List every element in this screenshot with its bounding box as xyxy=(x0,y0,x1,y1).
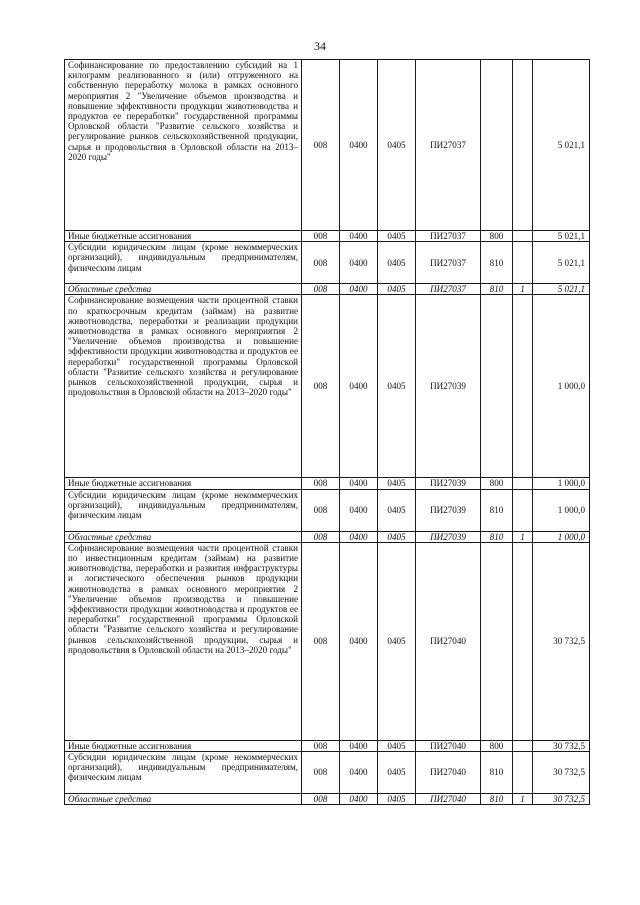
cell-target-article: ПИ27037 xyxy=(416,231,481,242)
row-description: Субсидии юридическим лицам (кроме некоммерческих организаций), индивидуальным предпринимателям, физическим лицам xyxy=(65,489,302,531)
row-description: Софинансирование возмещения части процентной ставки по краткосрочным кредитам (займам) на развитие животноводства, переработки и реализации продукции животноводства в рамках основного мероприятия 2 "Увеличение объемов производства и повышение эффективности продукции животноводства и продуктов ее переработки" государственной программы Орловской области "Развитие сельского хозяйства и регулирование рынков сельскохозяйственной продукции, сырья и продовольствия в Орловской области на 2013–2020 годы" xyxy=(65,295,302,478)
cell-amount: 1 000,0 xyxy=(533,295,590,478)
cell-funding-source xyxy=(513,242,533,284)
cell-section-code: 0400 xyxy=(340,478,378,489)
cell-subsection-code: 0405 xyxy=(378,752,416,794)
cell-amount: 30 732,5 xyxy=(533,740,590,751)
cell-amount: 30 732,5 xyxy=(533,752,590,794)
row-description: Областные средства xyxy=(65,531,302,542)
cell-subsection-code: 0405 xyxy=(378,60,416,231)
cell-target-article: ПИ27040 xyxy=(416,794,481,805)
cell-section-code: 0400 xyxy=(340,231,378,242)
cell-funding-source xyxy=(513,478,533,489)
cell-amount: 5 021,1 xyxy=(533,231,590,242)
table-row-program xyxy=(65,60,590,231)
cell-expense-type: 800 xyxy=(481,478,513,489)
cell-target-article: ПИ27039 xyxy=(416,295,481,478)
table-row-sub xyxy=(65,489,590,531)
cell-expense-type: 810 xyxy=(481,242,513,284)
cell-ved-code: 008 xyxy=(302,478,340,489)
cell-target-article: ПИ27037 xyxy=(416,242,481,284)
row-description: Субсидии юридическим лицам (кроме некоммерческих организаций), индивидуальным предпринимателям, физическим лицам xyxy=(65,752,302,794)
table-row-line xyxy=(65,231,590,242)
table-row-program xyxy=(65,295,590,478)
row-description: Субсидии юридическим лицам (кроме некоммерческих организаций), индивидуальным предпринимателям, физическим лицам xyxy=(65,242,302,284)
row-description: Областные средства xyxy=(65,794,302,805)
cell-expense-type: 810 xyxy=(481,752,513,794)
row-description: Иные бюджетные ассигнования xyxy=(65,231,302,242)
cell-amount: 30 732,5 xyxy=(533,542,590,740)
cell-ved-code: 008 xyxy=(302,794,340,805)
cell-section-code: 0400 xyxy=(340,295,378,478)
cell-section-code: 0400 xyxy=(340,242,378,284)
cell-subsection-code: 0405 xyxy=(378,242,416,284)
cell-subsection-code: 0405 xyxy=(378,542,416,740)
cell-section-code: 0400 xyxy=(340,740,378,751)
cell-expense-type xyxy=(481,60,513,231)
cell-section-code: 0400 xyxy=(340,752,378,794)
row-description: Иные бюджетные ассигнования xyxy=(65,478,302,489)
cell-ved-code: 008 xyxy=(302,542,340,740)
cell-subsection-code: 0405 xyxy=(378,794,416,805)
cell-amount: 1 000,0 xyxy=(533,478,590,489)
cell-funding-source xyxy=(513,60,533,231)
cell-amount: 5 021,1 xyxy=(533,284,590,295)
row-description: Софинансирование по предоставлению субсидий на 1 килограмм реализованного и (или) отгруженного на собственную переработку молока в рамках основного мероприятия 2 "Увеличение объемов производства и повышение эффективности продукции животноводства и продуктов ее переработки" государственной программы Орловской области "Развитие сельского хозяйства и регулирование рынков сельскохозяйственной продукции, сырья и продовольствия в Орловской области на 2013–2020 годы" xyxy=(65,60,302,231)
cell-section-code: 0400 xyxy=(340,284,378,295)
cell-ved-code: 008 xyxy=(302,295,340,478)
table-body xyxy=(65,60,590,805)
cell-section-code: 0400 xyxy=(340,60,378,231)
cell-funding-source xyxy=(513,295,533,478)
cell-target-article: ПИ27040 xyxy=(416,542,481,740)
cell-subsection-code: 0405 xyxy=(378,531,416,542)
cell-target-article: ПИ27039 xyxy=(416,478,481,489)
cell-target-article: ПИ27037 xyxy=(416,60,481,231)
cell-amount: 5 021,1 xyxy=(533,60,590,231)
row-description: Иные бюджетные ассигнования xyxy=(65,740,302,751)
cell-section-code: 0400 xyxy=(340,489,378,531)
table-row-line xyxy=(65,740,590,751)
cell-subsection-code: 0405 xyxy=(378,284,416,295)
cell-ved-code: 008 xyxy=(302,242,340,284)
cell-expense-type: 800 xyxy=(481,740,513,751)
cell-target-article: ПИ27039 xyxy=(416,531,481,542)
cell-expense-type xyxy=(481,542,513,740)
row-description: Областные средства xyxy=(65,284,302,295)
cell-amount: 30 732,5 xyxy=(533,794,590,805)
cell-funding-source: 1 xyxy=(513,794,533,805)
cell-ved-code: 008 xyxy=(302,489,340,531)
table-row-sub xyxy=(65,242,590,284)
cell-amount: 1 000,0 xyxy=(533,489,590,531)
cell-subsection-code: 0405 xyxy=(378,478,416,489)
table-row-sub xyxy=(65,752,590,794)
cell-funding-source: 1 xyxy=(513,284,533,295)
cell-target-article: ПИ27040 xyxy=(416,752,481,794)
cell-funding-source xyxy=(513,752,533,794)
table-row-program xyxy=(65,542,590,740)
cell-ved-code: 008 xyxy=(302,531,340,542)
cell-expense-type: 810 xyxy=(481,794,513,805)
cell-expense-type: 810 xyxy=(481,489,513,531)
cell-funding-source xyxy=(513,489,533,531)
cell-subsection-code: 0405 xyxy=(378,489,416,531)
row-description: Софинансирование возмещения части процентной ставки по инвестиционным кредитам (займам) на развитие животноводства, переработки и развития инфраструктуры и логистического обеспечения рынков продукции животноводства в рамках основного мероприятия 2 "Увеличение объемов производства и повышение эффективности продукции животноводства и продуктов ее переработки" государственной программы Орловской области "Развитие сельского хозяйства и регулирование рынков сельскохозяйственной продукции, сырья и продовольствия в Орловской области на 2013–2020 годы" xyxy=(65,542,302,740)
cell-target-article: ПИ27037 xyxy=(416,284,481,295)
cell-ved-code: 008 xyxy=(302,284,340,295)
cell-ved-code: 008 xyxy=(302,740,340,751)
table-row-line xyxy=(65,478,590,489)
table-row-italic xyxy=(65,794,590,805)
cell-funding-source xyxy=(513,231,533,242)
cell-expense-type: 800 xyxy=(481,231,513,242)
table-row-italic xyxy=(65,531,590,542)
cell-ved-code: 008 xyxy=(302,752,340,794)
cell-section-code: 0400 xyxy=(340,531,378,542)
cell-ved-code: 008 xyxy=(302,60,340,231)
cell-amount: 1 000,0 xyxy=(533,531,590,542)
page-number: 34 xyxy=(314,39,326,53)
cell-funding-source xyxy=(513,542,533,740)
cell-target-article: ПИ27040 xyxy=(416,740,481,751)
cell-expense-type xyxy=(481,295,513,478)
budget-table xyxy=(64,59,590,805)
cell-funding-source: 1 xyxy=(513,531,533,542)
cell-expense-type: 810 xyxy=(481,284,513,295)
cell-subsection-code: 0405 xyxy=(378,231,416,242)
cell-target-article: ПИ27039 xyxy=(416,489,481,531)
cell-subsection-code: 0405 xyxy=(378,295,416,478)
cell-section-code: 0400 xyxy=(340,542,378,740)
cell-ved-code: 008 xyxy=(302,231,340,242)
cell-expense-type: 810 xyxy=(481,531,513,542)
cell-funding-source xyxy=(513,740,533,751)
table-row-italic xyxy=(65,284,590,295)
cell-subsection-code: 0405 xyxy=(378,740,416,751)
cell-amount: 5 021,1 xyxy=(533,242,590,284)
cell-section-code: 0400 xyxy=(340,794,378,805)
